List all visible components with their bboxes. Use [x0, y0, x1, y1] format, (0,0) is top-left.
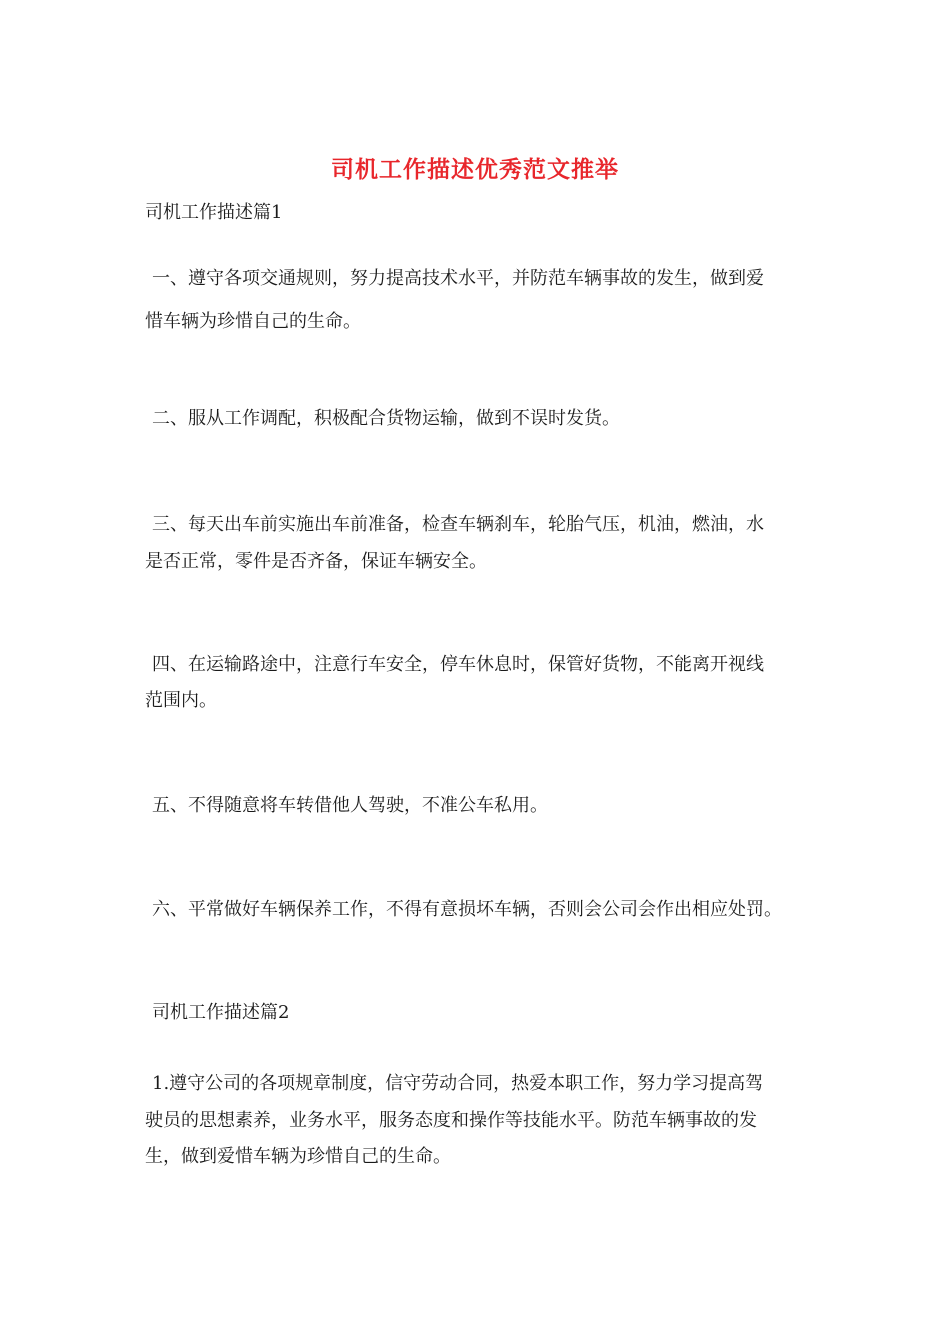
paragraph-line: 生，做到爱惜车辆为珍惜自己的生命。	[145, 1146, 451, 1167]
paragraph-line: 五、不得随意将车转借他人驾驶，不准公车私用。	[152, 795, 548, 816]
paragraph-line: 一、遵守各项交通规则，努力提高技术水平，并防范车辆事故的发生，做到爱	[152, 268, 764, 289]
paragraph-line: 驶员的思想素养，业务水平，服务态度和操作等技能水平。防范车辆事故的发	[145, 1110, 757, 1131]
paragraph-line: 六、平常做好车辆保养工作，不得有意损坏车辆，否则会公司会作出相应处罚。	[152, 899, 782, 920]
page-title: 司机工作描述优秀范文推举	[331, 156, 619, 183]
section-heading-2: 司机工作描述篇2	[152, 1002, 290, 1023]
paragraph-line: 1.遵守公司的各项规章制度，信守劳动合同，热爱本职工作，努力学习提高驾	[152, 1073, 764, 1094]
paragraph-line: 范围内。	[145, 690, 217, 711]
paragraph-line: 三、每天出车前实施出车前准备，检查车辆刹车，轮胎气压，机油，燃油，水	[152, 514, 764, 535]
paragraph-line: 四、在运输路途中，注意行车安全，停车休息时，保管好货物，不能离开视线	[152, 654, 764, 675]
paragraph-line: 是否正常，零件是否齐备，保证车辆安全。	[145, 551, 487, 572]
paragraph-line: 惜车辆为珍惜自己的生命。	[145, 311, 361, 332]
section-heading-1: 司机工作描述篇1	[145, 202, 283, 223]
paragraph-line: 二、服从工作调配，积极配合货物运输，做到不误时发货。	[152, 408, 620, 429]
